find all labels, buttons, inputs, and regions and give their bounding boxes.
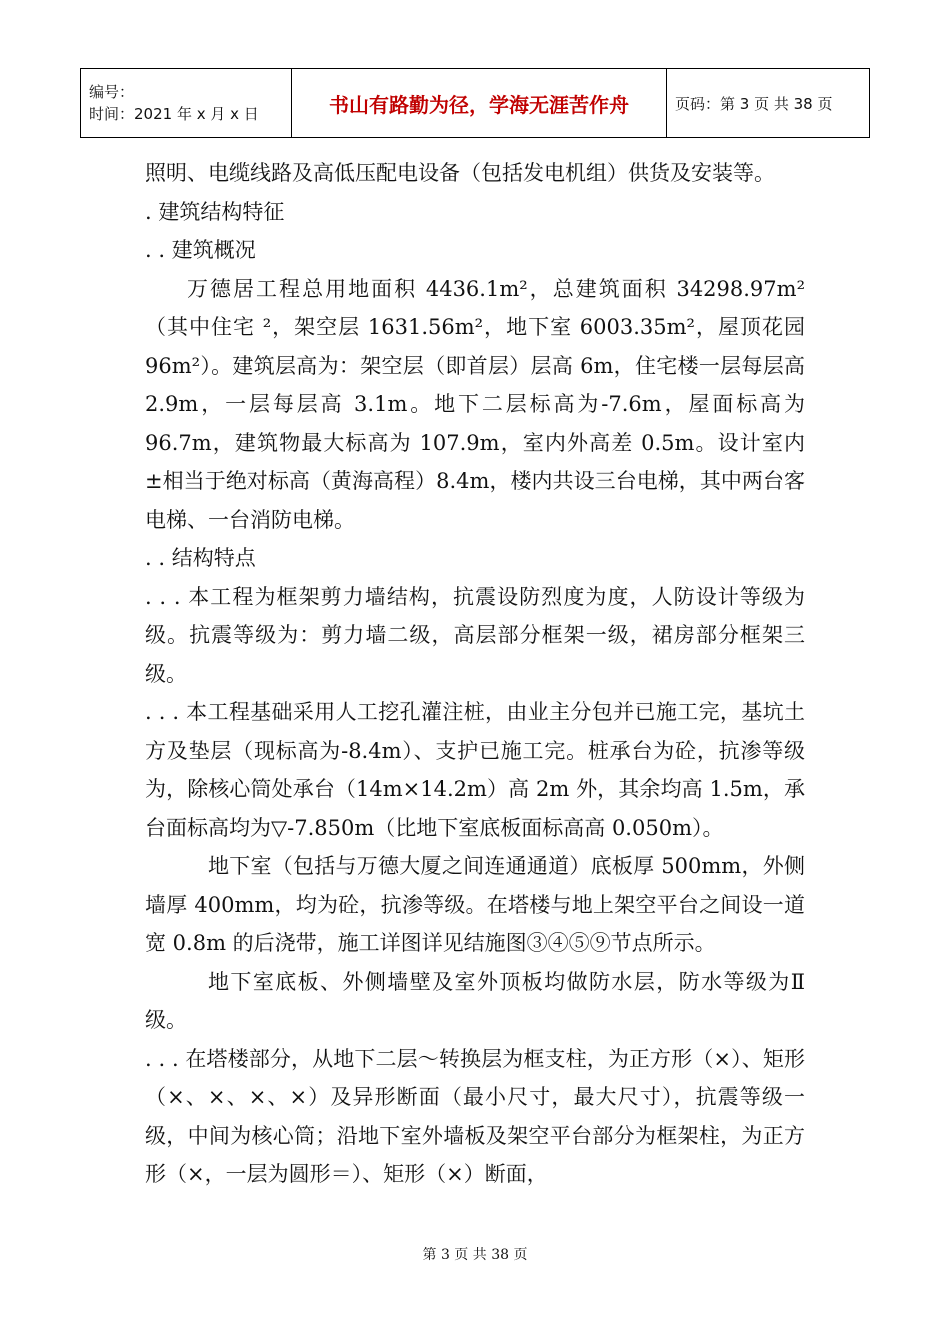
body-paragraph: 地下室（包括与万德大厦之间连通通道）底板厚 500mm，外侧墙厚 400mm，均为砼，抗渗等级。在塔楼与地上架空平台之间设一道宽 0.8m 的后浇带，施工详图详见结施图③④⑤⑨节点所示。 xyxy=(145,854,805,955)
body-paragraph: . . . 在塔楼部分，从地下二层～转换层为框支柱，为正方形（×）、矩形（×、×、×、×）及异形断面（最小尺寸，最大尺寸），抗震等级一级，中间为核心筒；沿地下室外墙板及架空平台部分为框架柱，为正方形（×，一层为圆形＝）、矩形（×）断面， xyxy=(145,1046,805,1186)
header-meta-cell xyxy=(81,69,292,138)
body-paragraph: 地下室底板、外侧墙壁及室外顶板均做防水层，防水等级为Ⅱ级。 xyxy=(145,969,805,1032)
header-page-label: 页码：第 3 页 共 38 页 xyxy=(667,69,870,138)
header-motto: 书山有路勤为径，学海无涯苦作舟 xyxy=(292,69,667,138)
document-number-label: 编号： xyxy=(89,83,135,101)
document-time-label: 时间：2021 年 x 月 x 日 xyxy=(89,105,259,123)
header-table xyxy=(80,68,870,138)
body-paragraph: . . . 本工程为框架剪力墙结构，抗震设防烈度为度，人防设计等级为级。抗震等级为：剪力墙二级，高层部分框架一级，裙房部分框架三级。 xyxy=(145,584,805,686)
subsection-heading: . . 建筑概况 xyxy=(145,238,256,262)
body-paragraph: 照明、电缆线路及高低压配电设备（包括发电机组）供货及安装等。 xyxy=(145,161,775,185)
document-body xyxy=(145,154,805,1194)
subsection-heading: . . 结构特点 xyxy=(145,546,256,570)
section-heading: . 建筑结构特征 xyxy=(145,199,285,224)
body-paragraph: . . . 本工程基础采用人工挖孔灌注桩，由业主分包并已施工完，基坑土方及垫层（现标高为-8.4m）、支护已施工完。桩承台为砼，抗渗等级为，除核心筒处承台（14m×14.2m）高 2m 外，其余均高 1.5m，承台面标高均为▽-7.850m（比地下室底板面标高高 0.050m）。 xyxy=(145,700,805,840)
page-footer: 第 3 页 共 38 页 xyxy=(422,1247,528,1263)
body-paragraph: 万德居工程总用地面积 4436.1m²，总建筑面积 34298.97m²（其中住宅 ²，架空层 1631.56m²，地下室 6003.35m²，屋顶花园 96m²）。建筑层高为：架空层（即首层）层高 6m，住宅楼一层每层高 2.9m，一层每层高 3.1m。地下二层标高为-7.6m，屋面标高为 96.7m，建筑物最大标高为 107.9m，室内外高差 0.5m。设计室内±相当于绝对标高（黄海高程）8.4m，楼内共设三台电梯，其中两台客电梯、一台消防电梯。 xyxy=(145,276,805,532)
